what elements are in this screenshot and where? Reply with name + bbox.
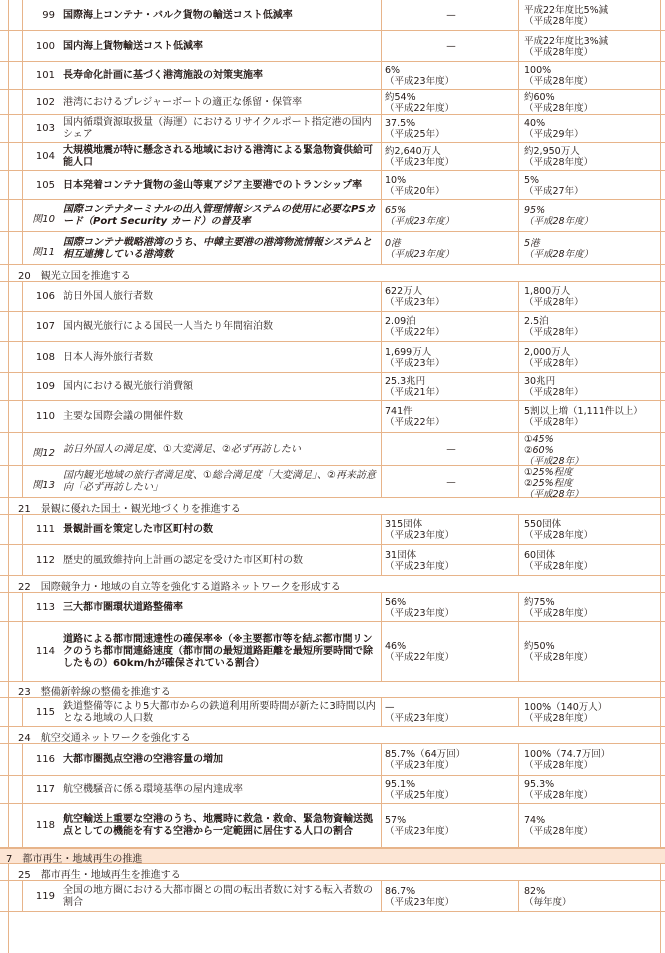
indicator-description: 国内観光旅行による国民一人当たり年間宿泊数 <box>63 321 273 332</box>
target-value <box>524 702 660 724</box>
indicator-description: 主要な国際会議の開催件数 <box>63 411 183 422</box>
baseline-period: （平成23年度） <box>385 826 455 837</box>
baseline-value <box>385 316 517 338</box>
baseline-period: （平成25年度） <box>385 790 455 801</box>
baseline-period: （平成23年度） <box>385 897 455 908</box>
table-row <box>0 744 665 776</box>
indicator-number: 119 <box>35 891 55 902</box>
indicator-description: 日本発着コンテナ貨物の釜山等東アジア主要港でのトランシップ率 <box>63 180 363 191</box>
baseline-value-main: 25.3兆円 <box>385 376 426 387</box>
baseline-value <box>385 702 517 724</box>
target-period: （平成28年度） <box>524 652 594 663</box>
indicator-number: 115 <box>35 707 55 718</box>
indicator-description: 訪日外国人の満足度、①大変満足、②必ず再訪したい <box>63 444 301 455</box>
chapter-title: 7 都市再生・地域再生の推進 <box>6 854 143 865</box>
target-period: （平成28年） <box>524 417 584 428</box>
target-value <box>524 597 660 619</box>
baseline-value-main: 85.7%（64万回） <box>385 749 466 760</box>
target-value-main: 550団体 <box>524 519 562 530</box>
target-value <box>524 406 660 428</box>
indicator-number: 関11 <box>32 247 55 258</box>
baseline-period: （平成22年度） <box>385 103 455 114</box>
baseline-period: （平成23年度） <box>385 76 455 87</box>
baseline-value-main: 10% <box>385 175 407 186</box>
table-row <box>0 232 665 265</box>
indicator-number: 99 <box>42 10 55 21</box>
baseline-value-main: — <box>446 444 456 455</box>
baseline-period: （平成23年度） <box>385 216 455 227</box>
target-value-main: 平成22年度比5%減 <box>524 5 609 16</box>
baseline-value-main: — <box>446 10 456 21</box>
indicator-description: 三大都市圏環状道路整備率 <box>63 602 183 613</box>
target-period: （平成28年度） <box>524 608 594 619</box>
indicator-description: 大都市圏拠点空港の空港容量の増加 <box>63 754 223 765</box>
baseline-value-main: 31団体 <box>385 550 417 561</box>
target-period: （平成28年度） <box>524 713 594 724</box>
table-row <box>0 433 665 466</box>
baseline-value-main: 2.09泊 <box>385 316 416 327</box>
baseline-value-main: 86.7% <box>385 886 416 897</box>
table-row <box>0 804 665 848</box>
baseline-value <box>385 238 517 260</box>
target-value <box>524 286 660 308</box>
baseline-value-main: — <box>446 41 456 52</box>
table-row <box>0 171 665 200</box>
indicator-description: 国際コンテナターミナルの出入管理情報システムの使用に必要なPSカード（Port Security カード）の普及率 <box>63 204 376 227</box>
target-value-main: 40% <box>524 118 546 129</box>
indicator-description: 訪日外国人旅行者数 <box>63 291 153 302</box>
baseline-value-main: 46% <box>385 641 407 652</box>
section-header <box>0 864 665 881</box>
indicator-description: 国内観光地域の旅行者満足度、①総合満足度「大変満足」、②再来訪意向「必ず再訪したい」 <box>63 470 376 493</box>
section-header <box>0 727 665 744</box>
target-value-main: 約50% <box>524 641 555 652</box>
target-value-main: 30兆円 <box>524 376 556 387</box>
table-row <box>0 200 665 232</box>
table-row <box>0 515 665 545</box>
baseline-value <box>385 146 517 168</box>
table-row <box>0 622 665 682</box>
indicator-number: 108 <box>35 352 55 363</box>
section-header <box>0 576 665 593</box>
baseline-value <box>385 444 517 455</box>
indicator-description: 長寿命化計画に基づく港湾施設の対策実施率 <box>63 70 263 81</box>
indicator-number: 117 <box>35 784 55 795</box>
target-value <box>524 36 660 58</box>
baseline-value-main: 6% <box>385 65 401 76</box>
indicator-description: 国際コンテナ戦略港湾のうち、中韓主要港の港湾物流情報システムと相互連携している港湾数 <box>63 237 372 260</box>
baseline-period: （平成23年） <box>385 358 445 369</box>
target-value-main: 5港 <box>524 238 540 249</box>
table-row <box>0 115 665 143</box>
indicator-number: 106 <box>35 291 55 302</box>
table-row <box>0 593 665 622</box>
target-period: （平成28年度） <box>524 216 594 227</box>
baseline-value-main: — <box>385 702 395 713</box>
section-header <box>0 265 665 282</box>
indicator-description: 国内海上貨物輸送コスト低減率 <box>63 41 203 52</box>
target-period: （平成28年） <box>524 489 584 500</box>
indicator-number: 104 <box>35 151 55 162</box>
target-value <box>524 641 660 663</box>
indicator-description: 港湾におけるプレジャーボートの適正な係留・保管率 <box>63 97 303 108</box>
baseline-value <box>385 749 517 771</box>
baseline-period: （平成22年度） <box>385 652 455 663</box>
target-period: （平成28年度） <box>524 47 594 58</box>
section-header <box>0 682 665 698</box>
target-value <box>524 5 660 27</box>
table-row <box>0 545 665 576</box>
baseline-value-main: 0港 <box>385 238 401 249</box>
target-period: （平成28年度） <box>524 561 594 572</box>
target-value-second: ②60% <box>524 445 554 456</box>
target-value-main: 95% <box>524 205 546 216</box>
baseline-value-main: 約54% <box>385 92 416 103</box>
target-value-main: 5% <box>524 175 540 186</box>
target-value <box>524 118 660 140</box>
table-row <box>0 466 665 498</box>
indicator-number: 118 <box>35 820 55 831</box>
target-value-second: ②25%程度 <box>524 478 573 489</box>
table-row <box>0 312 665 342</box>
chapter-header <box>0 848 665 864</box>
baseline-period: （平成23年度） <box>385 561 455 572</box>
section-header <box>0 498 665 515</box>
target-period: （平成28年度） <box>524 530 594 541</box>
target-period: （毎年度） <box>524 897 572 908</box>
target-period: （平成29年） <box>524 129 584 140</box>
target-value-main: 74% <box>524 815 546 826</box>
indicator-number: 110 <box>35 411 55 422</box>
baseline-period: （平成23年度） <box>385 530 455 541</box>
baseline-period: （平成23年度） <box>385 760 455 771</box>
target-value <box>524 238 660 260</box>
baseline-value <box>385 641 517 663</box>
baseline-value-main: 95.1% <box>385 779 416 790</box>
target-value-main: ①25%程度 <box>524 467 573 478</box>
section-title: 22 国際競争力・地域の自立等を強化する道路ネットワークを形成する <box>18 582 341 593</box>
baseline-value-main: 65% <box>385 205 407 216</box>
baseline-period: （平成23年度） <box>385 157 455 168</box>
target-value-main: 100%（140万人） <box>524 702 608 713</box>
target-period: （平成28年） <box>524 297 584 308</box>
baseline-value <box>385 118 517 140</box>
indicator-number: 107 <box>35 321 55 332</box>
baseline-period: （平成21年） <box>385 387 445 398</box>
indicator-description: 国際海上コンテナ・バルク貨物の輸送コスト低減率 <box>63 10 293 21</box>
indicator-number: 114 <box>35 646 55 657</box>
section-title: 24 航空交通ネットワークを強化する <box>18 733 191 744</box>
baseline-period: （平成22年） <box>385 327 445 338</box>
section-title: 20 観光立国を推進する <box>18 271 131 282</box>
target-period: （平成28年度） <box>524 760 594 771</box>
target-period: （平成28年） <box>524 456 584 467</box>
indicator-description: 鉄道整備等により5大都市からの鉄道利用所要時間が新たに3時間以内となる地域の人口数 <box>63 701 376 724</box>
target-value <box>524 886 660 908</box>
baseline-value-main: 1,699万人 <box>385 347 432 358</box>
baseline-value-main: 622万人 <box>385 286 423 297</box>
target-value <box>524 550 660 572</box>
baseline-value-main: 741件 <box>385 406 413 417</box>
target-value <box>524 519 660 541</box>
baseline-value <box>385 10 517 21</box>
target-value-main: 100%（74.7万回） <box>524 749 611 760</box>
indicator-description: 航空機騒音に係る環境基準の屋内達成率 <box>63 784 243 795</box>
baseline-value-main: 56% <box>385 597 407 608</box>
baseline-value-main: 37.5% <box>385 118 416 129</box>
baseline-value <box>385 550 517 572</box>
indicator-number: 関10 <box>32 214 55 225</box>
table-row <box>0 31 665 62</box>
baseline-value <box>385 597 517 619</box>
indicator-number: 103 <box>35 123 55 134</box>
target-period: （平成28年） <box>524 327 584 338</box>
baseline-period: （平成23年度） <box>385 249 455 260</box>
baseline-value <box>385 92 517 114</box>
target-value-main: 100% <box>524 65 552 76</box>
target-value <box>524 467 660 500</box>
baseline-value-main: — <box>446 477 456 488</box>
indicator-number: 102 <box>35 97 55 108</box>
target-value <box>524 815 660 837</box>
section-title: 21 景観に優れた国土・観光地づくりを推進する <box>18 504 241 515</box>
target-value <box>524 92 660 114</box>
baseline-period: （平成20年） <box>385 186 445 197</box>
baseline-period: （平成25年） <box>385 129 445 140</box>
table-row <box>0 881 665 912</box>
baseline-value <box>385 347 517 369</box>
table-row <box>0 401 665 433</box>
target-period: （平成28年度） <box>524 76 594 87</box>
target-value-main: 約75% <box>524 597 555 608</box>
target-value <box>524 205 660 227</box>
target-value <box>524 434 660 467</box>
indicator-description: 道路による都市間速達性の確保率※（※主要都市等を結ぶ都市間リンクのうち都市間連絡速度（都市間の最短道路距離を最短所要時間で除したもの）60km/hが確保されている割合） <box>63 634 373 669</box>
indicator-number: 112 <box>35 555 55 566</box>
target-period: （平成28年） <box>524 387 584 398</box>
baseline-period: （平成23年） <box>385 297 445 308</box>
table-row <box>0 373 665 401</box>
target-value-main: 2,000万人 <box>524 347 571 358</box>
baseline-value <box>385 519 517 541</box>
baseline-value <box>385 477 517 488</box>
target-value <box>524 347 660 369</box>
target-value-main: 60団体 <box>524 550 556 561</box>
target-period: （平成27年） <box>524 186 584 197</box>
target-value-main: 95.3% <box>524 779 555 790</box>
indicator-description: 航空輸送上重要な空港のうち、地震時に救急・救命、緊急物資輸送拠点としての機能を有する空港から一定範囲に居住する人口の割合 <box>63 814 373 837</box>
target-value <box>524 376 660 398</box>
target-value-main: 82% <box>524 886 546 897</box>
indicator-description: 大規模地震が特に懸念される地域における港湾による緊急物資供給可能人口 <box>63 145 373 168</box>
target-period: （平成28年度） <box>524 157 594 168</box>
indicator-number: 111 <box>35 524 55 535</box>
baseline-value-main: 57% <box>385 815 407 826</box>
target-value-main: ①45% <box>524 434 554 445</box>
baseline-value <box>385 779 517 801</box>
table-row <box>0 342 665 373</box>
target-value <box>524 65 660 87</box>
baseline-value-main: 約2,640万人 <box>385 146 441 157</box>
target-period: （平成28年度） <box>524 103 594 114</box>
table-row <box>0 143 665 171</box>
indicator-description: 国内における観光旅行消費額 <box>63 381 193 392</box>
target-period: （平成28年度） <box>524 249 594 260</box>
baseline-value <box>385 175 517 197</box>
target-value-main: 2.5泊 <box>524 316 549 327</box>
target-value <box>524 316 660 338</box>
indicator-number: 109 <box>35 381 55 392</box>
baseline-value <box>385 886 517 908</box>
indicator-description: 日本人海外旅行者数 <box>63 352 153 363</box>
baseline-value <box>385 376 517 398</box>
baseline-value <box>385 41 517 52</box>
section-title: 25 都市再生・地域再生を推進する <box>18 870 181 881</box>
baseline-period: （平成23年度） <box>385 713 455 724</box>
target-period: （平成28年度） <box>524 16 594 27</box>
baseline-value <box>385 815 517 837</box>
target-period: （平成28年度） <box>524 826 594 837</box>
baseline-value-main: 315団体 <box>385 519 423 530</box>
indicator-description: 景観計画を策定した市区町村の数 <box>63 524 213 535</box>
indicator-description: 全国の地方圏における大都市圏との間の転出者数に対する転入者数の割合 <box>63 885 373 908</box>
indicator-description: 国内循環資源取扱量（海運）におけるリサイクルポート指定港の国内シェア <box>63 117 372 140</box>
baseline-period: （平成23年度） <box>385 608 455 619</box>
indicator-number: 関13 <box>32 480 55 491</box>
table-row <box>0 698 665 727</box>
target-value-main: 5割以上増（1,111件以上） <box>524 406 643 417</box>
table-row <box>0 0 665 31</box>
table-row <box>0 90 665 115</box>
indicator-number: 113 <box>35 602 55 613</box>
target-value-main: 1,800万人 <box>524 286 571 297</box>
table-row <box>0 62 665 90</box>
baseline-value <box>385 205 517 227</box>
indicator-number: 101 <box>35 70 55 81</box>
section-title: 23 整備新幹線の整備を推進する <box>18 687 171 698</box>
target-period: （平成28年度） <box>524 790 594 801</box>
target-value <box>524 749 660 771</box>
baseline-value <box>385 286 517 308</box>
baseline-value <box>385 406 517 428</box>
indicator-number: 100 <box>35 41 55 52</box>
table-row <box>0 776 665 804</box>
baseline-value <box>385 65 517 87</box>
indicator-number: 関12 <box>32 448 55 459</box>
target-period: （平成28年） <box>524 358 584 369</box>
indicator-number: 116 <box>35 754 55 765</box>
target-value <box>524 175 660 197</box>
target-value-main: 平成22年度比3%減 <box>524 36 609 47</box>
baseline-period: （平成22年） <box>385 417 445 428</box>
target-value <box>524 146 660 168</box>
target-value <box>524 779 660 801</box>
target-value-main: 約2,950万人 <box>524 146 580 157</box>
indicator-description: 歴史的風致維持向上計画の認定を受けた市区町村の数 <box>63 555 303 566</box>
target-value-main: 約60% <box>524 92 555 103</box>
indicator-number: 105 <box>35 180 55 191</box>
table-row <box>0 282 665 312</box>
